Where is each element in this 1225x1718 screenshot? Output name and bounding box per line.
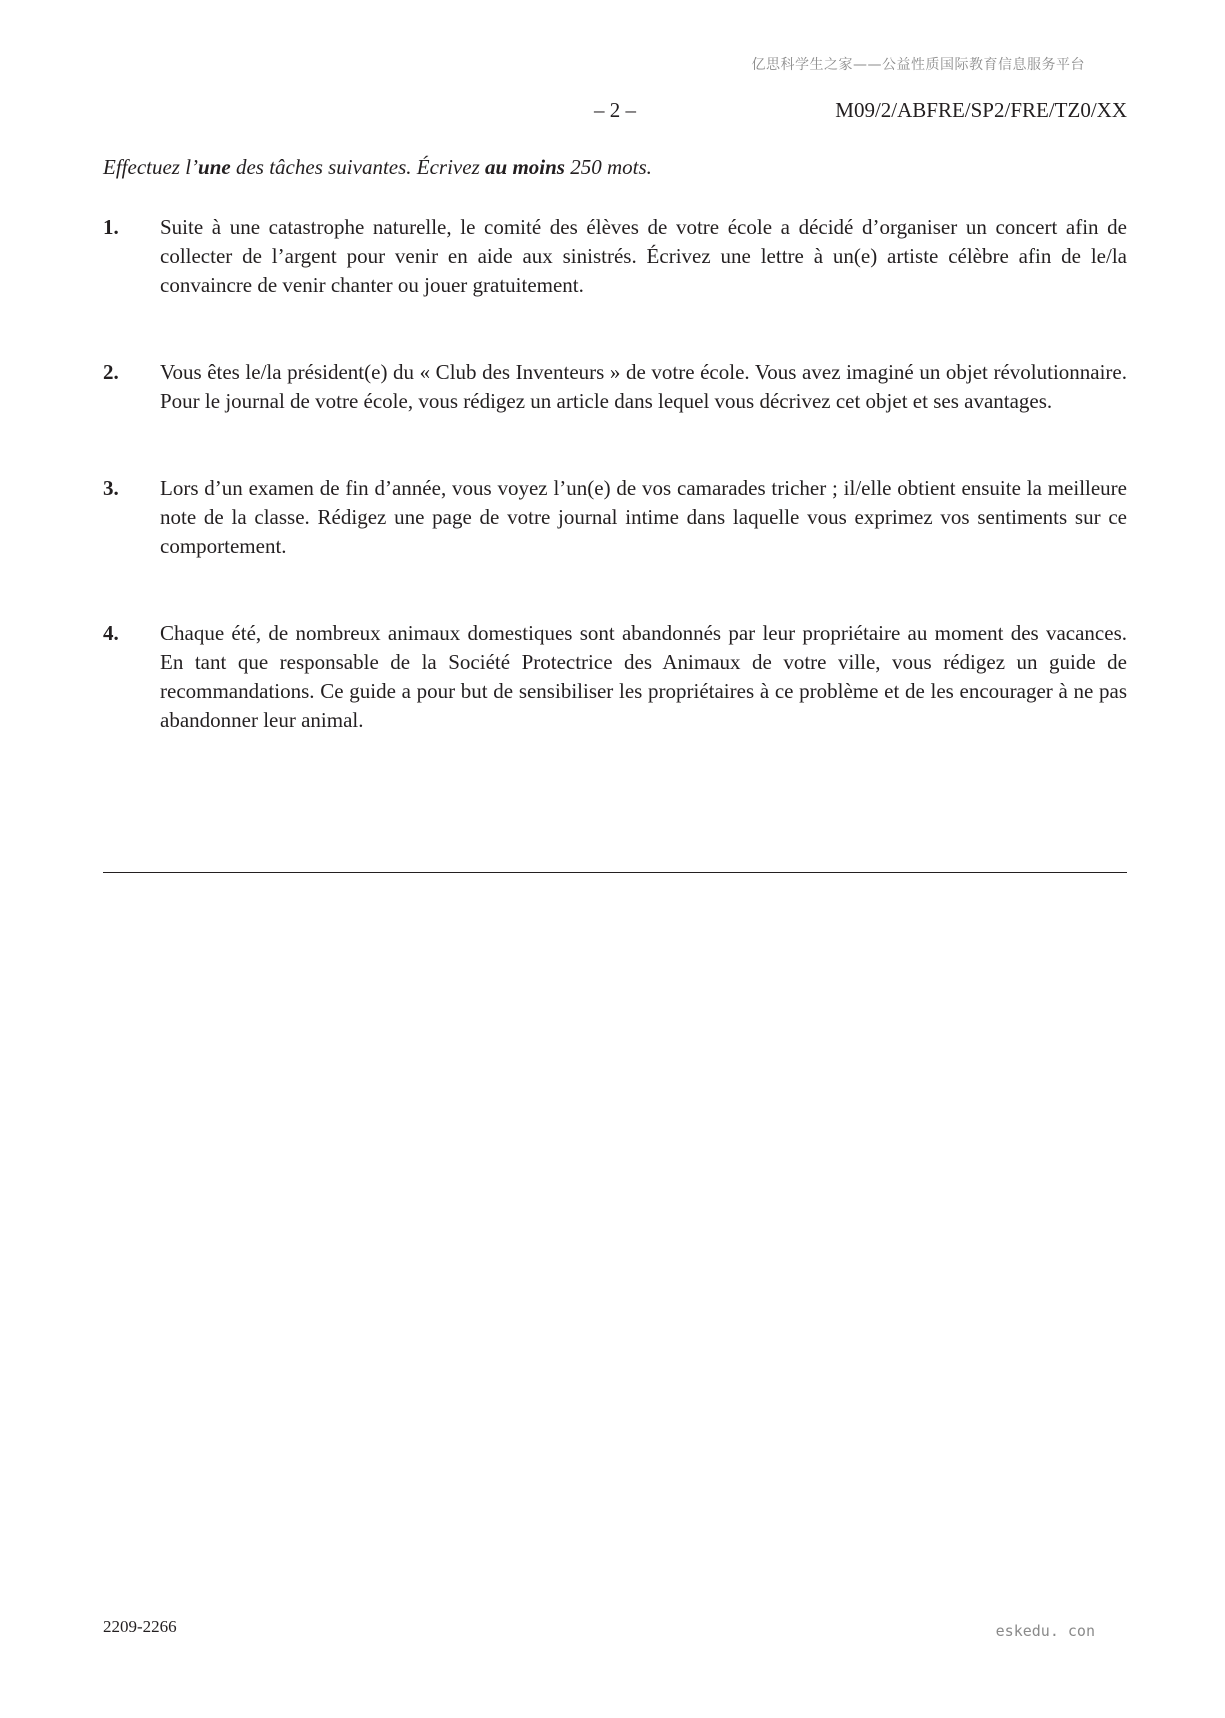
task-text: Suite à une catastrophe naturelle, le comité des élèves de votre école a décidé d’organiser un concert afin de collecter de l’argent pour venir en aide aux sinistrés. Écrivez une lettre à un(e) artiste célèbre afin de le/la convaincre de venir chanter ou jouer gratuitement. bbox=[160, 215, 1127, 297]
task-text: Vous êtes le/la président(e) du « Club des Inventeurs » de votre école. Vous avez imaginé un objet révolutionnaire. Pour le journal de votre école, vous rédigez un article dans lequel vous décrivez cet objet et ses avantages. bbox=[160, 360, 1127, 413]
task-text: Chaque été, de nombreux animaux domestiques sont abandonnés par leur propriétaire au moment des vacances. En tant que responsable de la Société Protectrice des Animaux de votre ville, vous rédigez un guide de recommandations. Ce guide a pour but de sensibiliser les propriétaires à ce problème et de les encourager à ne pas abandonner leur animal. bbox=[160, 621, 1127, 732]
task-list bbox=[103, 213, 1127, 793]
footer-code: 2209-2266 bbox=[103, 1617, 177, 1636]
task-number: 4. bbox=[103, 621, 119, 645]
instructions-text-3: 250 mots. bbox=[564, 155, 652, 179]
task-item-3 bbox=[103, 474, 1127, 561]
document-code: M09/2/ABFRE/SP2/FRE/TZ0/XX bbox=[835, 98, 1127, 122]
divider-line bbox=[103, 872, 1127, 873]
page-number: – 2 – bbox=[594, 98, 636, 122]
instructions-text-1: Effectuez l’ bbox=[103, 155, 199, 179]
task-item-1 bbox=[103, 213, 1127, 300]
instructions-emphasis-one: une bbox=[198, 155, 231, 179]
task-number: 2. bbox=[103, 360, 119, 384]
instructions-emphasis-minimum: au moins bbox=[485, 155, 565, 179]
instructions bbox=[103, 155, 652, 180]
task-item-4 bbox=[103, 619, 1127, 735]
task-number: 1. bbox=[103, 215, 119, 239]
header-watermark: 亿思科学生之家——公益性质国际教育信息服务平台 bbox=[751, 57, 1085, 73]
task-text: Lors d’un examen de fin d’année, vous voyez l’un(e) de vos camarades tricher ; il/elle obtient ensuite la meilleure note de la classe. Rédigez une page de votre journal intime dans laquelle vous exprimez vos sentiments sur ce comportement. bbox=[160, 476, 1127, 558]
task-number: 3. bbox=[103, 476, 119, 500]
footer-watermark: eskedu. con bbox=[995, 1622, 1095, 1640]
instructions-text-2: des tâches suivantes. Écrivez bbox=[230, 155, 486, 179]
task-item-2 bbox=[103, 358, 1127, 416]
